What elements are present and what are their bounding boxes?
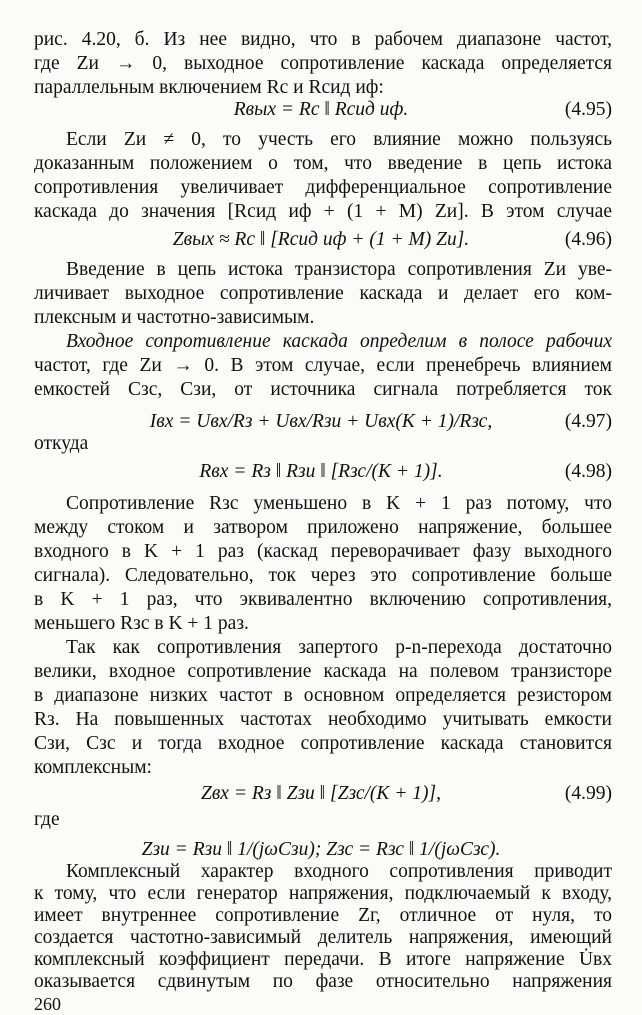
equation-number: (4.99) [564, 783, 612, 804]
text-line: велики, входное сопротивление каскада на полевом транзисторе [34, 661, 612, 682]
equation-number: (4.97) [564, 411, 612, 432]
equation: Rвых = Rс ‖ Rсид иф. [233, 99, 409, 120]
text-line: сопротивления увеличивает дифференциальное сопротивление [34, 177, 612, 198]
text-line: частот, где Zи → 0. В этом случае, если пренебречь влиянием [34, 355, 612, 376]
equation: Rвх = Rз ‖ Rзи ‖ [Rзс/(K + 1)]. [199, 461, 443, 482]
text-line: между стоком и затвором приложено напряжение, большее [34, 517, 612, 538]
text-line: плексным и частотно-зависимым. [34, 307, 315, 328]
equation: Zзи = Rзи ‖ 1/(jωCзи); Zзс = Rзс ‖ 1/(jωCзс). [141, 839, 501, 860]
equation-number: (4.95) [564, 99, 612, 120]
text-line: Cзи, Cзс и тогда входное сопротивление каскада становится [34, 733, 612, 754]
equation-number: (4.98) [564, 461, 612, 482]
text-line: рис. 4.20, б. Из нее видно, что в рабочем диапазоне частот, [34, 29, 612, 50]
text-line: где Zи → 0, выходное сопротивление каскада определяется [34, 53, 612, 74]
text-line: комплексный коэффициент передачи. В итоге напряжение U̇вх [34, 949, 612, 970]
text-line: имеет внутреннее сопротивление Zг, отличное от нуля, то [34, 905, 612, 926]
text-line: Введение в цепь истока транзистора сопротивления Zи уве- [66, 259, 612, 280]
text-line: Так как сопротивления запертого p-n-перехода достаточно [66, 637, 612, 658]
text-line: параллельным включением Rс и Rсид иф: [34, 77, 384, 98]
text-line: комплексным: [34, 757, 152, 778]
text-line: откуда [34, 433, 89, 454]
text-line: каскада до значения [Rсид иф + (1 + M) Zи]. В этом случае [34, 201, 612, 222]
text-line: где [34, 809, 60, 830]
text-line: меньшего Rзс в K + 1 раз. [34, 613, 249, 634]
text-line: Входное сопротивление каскада определим в полосе рабочих [66, 331, 612, 352]
text-line: доказанным положением о том, что введение в цепь истока [34, 153, 612, 174]
text-line: сигнала). Следовательно, ток через это сопротивление больше [34, 565, 612, 586]
text-line: Rз. На повышенных частотах необходимо учитывать емкости [34, 709, 612, 730]
text-line: личивает выходное сопротивление каскада и делает его ком- [34, 283, 612, 304]
text-line: в K + 1 раз, что эквивалентно включению сопротивления, [34, 589, 612, 610]
equation: Zвых ≈ Rс ‖ [Rсид иф + (1 + M) Zи]. [172, 229, 470, 250]
text-line: Комплексный характер входного сопротивления приводит [66, 861, 612, 882]
equation: Zвх = Rз ‖ Zзи ‖ [Zзс/(K + 1)], [200, 783, 442, 804]
text-line: к тому, что если генератор напряжения, подключаемый к входу, [34, 883, 612, 904]
page-number: 260 [34, 994, 61, 1014]
text-line: Если Zи ≠ 0, то учесть его влияние можно пользуясь [66, 129, 612, 150]
text-line: в диапазоне низких частот в основном определяется резистором [34, 685, 612, 706]
equation: Iвх = Uвх/Rз + Uвх/Rзи + Uвх(K + 1)/Rзс, [149, 411, 493, 432]
text-line: Сопротивление Rзс уменьшено в K + 1 раз потому, что [66, 493, 612, 514]
equation-number: (4.96) [564, 229, 612, 250]
text-line: создается частотно-зависимый делитель напряжения, имеющий [34, 927, 612, 948]
text-line: входного в K + 1 раз (каскад переворачивает фазу выходного [34, 541, 612, 562]
text-line: оказывается сдвинутым по фазе относительно напряжения [34, 971, 612, 992]
text-line: емкостей Cзс, Cзи, от источника сигнала потребляется ток [34, 379, 612, 400]
